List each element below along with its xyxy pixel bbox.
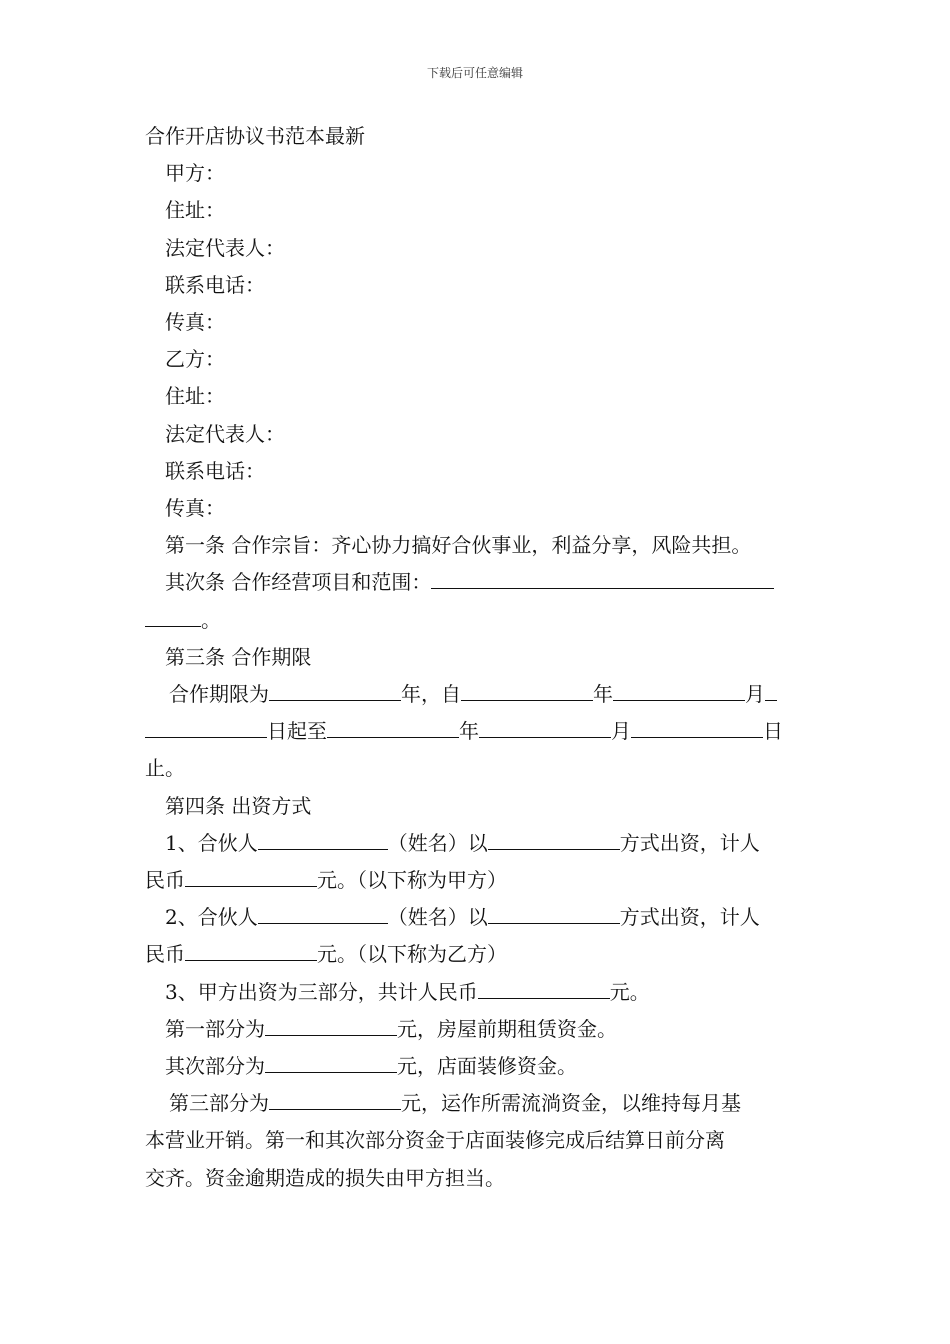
blank-field [765,684,777,701]
party-a-fax: 传真： [165,310,225,335]
party-a-legal-rep: 法定代表人： [165,235,285,260]
text-span: 其次部分为 [165,1054,265,1079]
party-b-phone: 联系电话： [165,458,265,483]
blank-field [479,721,611,738]
blank-field [265,1056,397,1073]
party-a-address: 住址： [165,198,225,223]
text-span: 元。（以下称为乙方） [317,942,507,967]
text-span: 方式出资，计人 [619,905,760,930]
text-span: 日 [763,719,783,744]
party-b-fax: 传真： [165,496,225,521]
blank-field [478,982,610,999]
text-span: 第一部分为 [165,1016,265,1041]
article-3-line-3: 止。 [145,756,185,781]
text-span: 元，房屋前期租赁资金。 [397,1016,617,1041]
article-4-part-3-cont: 本营业开销。第一和其次部分资金于店面装修完成后结算日前分离 [145,1128,725,1153]
text-span: 元，运作所需流淌资金，以维持每月基 [401,1091,741,1116]
article-3-heading: 第三条 合作期限 [165,644,312,669]
blank-field [631,721,763,738]
text-span: 年，自 [401,682,461,707]
article-3-line-1 [145,676,807,713]
party-b-legal-rep: 法定代表人： [165,421,285,446]
text-span: 元。 [609,979,650,1004]
blank-field [269,684,401,701]
article-1: 第一条 合作宗旨：齐心协力搞好合伙事业，利益分享，风险共担。 [165,533,752,558]
document-title: 合作开店协议书范本最新 [145,124,365,148]
blank-field [265,1019,397,1036]
text-span: （姓名）以 [387,830,488,855]
party-b-address: 住址： [165,384,225,409]
article-4-part-1 [145,1011,807,1048]
article-2-end: 。 [201,607,221,632]
text-span: 1、合伙人 [165,830,258,855]
article-4-item-1-cont [145,862,807,899]
article-4-part-3 [145,1085,807,1122]
party-a-phone: 联系电话： [165,272,265,297]
blank-field [327,721,459,738]
article-4-item-1 [145,825,807,862]
party-b-label: 乙方： [165,347,225,372]
blank-field [145,721,267,738]
document-body [145,118,807,1197]
text-span: 日起至 [267,719,327,744]
blank-field [488,907,620,924]
text-span: 元。（以下称为甲方） [317,868,507,893]
text-span: 民币 [145,868,185,893]
text-span: 年 [593,682,613,707]
text-span: （姓名）以 [387,905,488,930]
blank-field [461,684,593,701]
article-4-part-2 [145,1048,807,1085]
party-a-label: 甲方： [165,161,225,186]
article-2 [145,564,807,601]
blank-field [431,572,774,589]
page-header: 下载后可任意编辑 [426,66,523,80]
text-span: 月 [745,682,765,707]
blank-field [269,1093,401,1110]
blank-field [488,833,620,850]
article-4-item-3 [145,974,807,1011]
text-span: 元，店面装修资金。 [397,1054,577,1079]
text-span: 2、合伙人 [165,905,258,930]
blank-field [145,610,201,627]
text-span: 年 [459,719,479,744]
article-3-line-2 [145,713,807,750]
text-span: 方式出资，计人 [619,830,760,855]
blank-field [258,907,388,924]
article-4-item-2 [145,899,807,936]
blank-field [185,944,317,961]
blank-field [258,833,388,850]
text-span: 合作期限为 [169,682,269,707]
blank-field [613,684,745,701]
article-4-heading: 第四条 出资方式 [165,793,312,818]
article-4-item-2-cont [145,936,807,973]
text-span: 3、甲方出资为三部分，共计人民币 [165,979,478,1004]
article-2-cont [145,602,807,639]
text-span: 第三部分为 [169,1091,269,1116]
article-4-part-3-end: 交齐。资金逾期造成的损失由甲方担当。 [145,1165,505,1190]
text-span: 月 [611,719,631,744]
article-2-text: 其次条 合作经营项目和范围： [165,570,432,595]
text-span: 民币 [145,942,185,967]
blank-field [185,870,317,887]
